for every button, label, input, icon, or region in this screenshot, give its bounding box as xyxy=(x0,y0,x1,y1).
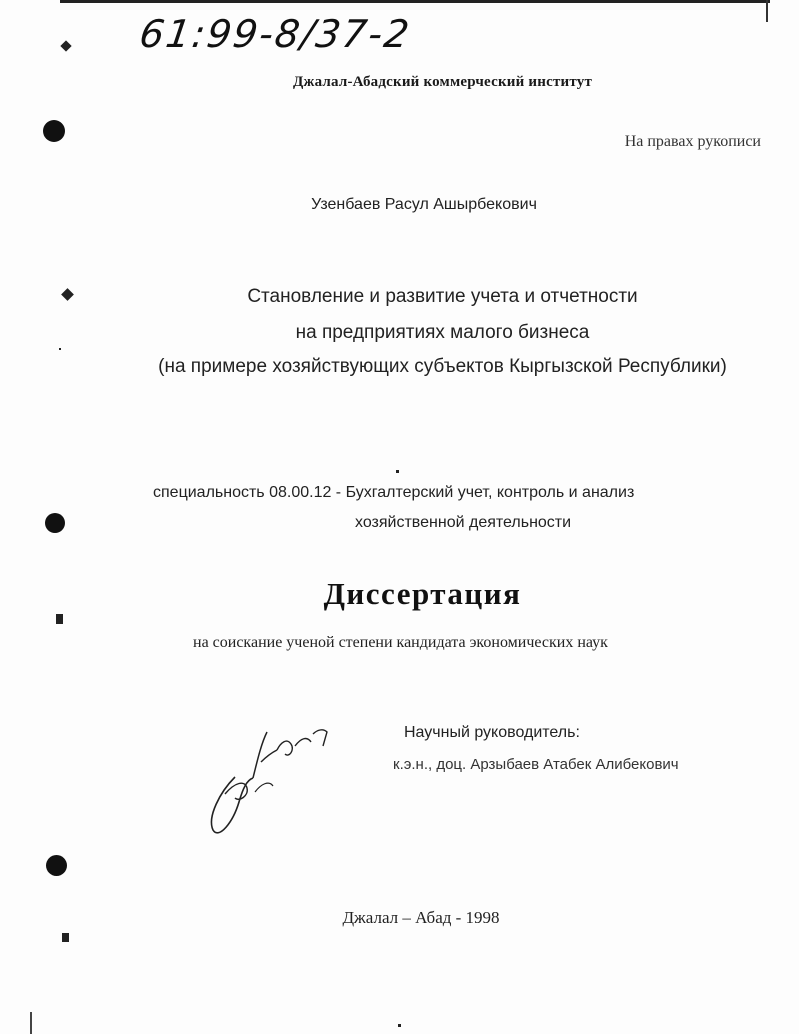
binder-hole-icon xyxy=(45,513,65,533)
supervisor-name: к.э.н., доц. Арзыбаев Атабек Алибекович xyxy=(393,756,679,773)
manuscript-rights-note: На правах рукописи xyxy=(624,133,761,150)
binder-hole-icon xyxy=(46,855,67,876)
scan-speck xyxy=(59,348,61,350)
scan-speck xyxy=(398,1024,401,1027)
scan-speck xyxy=(396,470,399,473)
binder-hole-icon xyxy=(43,120,65,142)
margin-mark-icon xyxy=(62,933,69,942)
specialty-line-1: специальность 08.00.12 - Бухгалтерский учет, контроль и анализ xyxy=(153,484,635,501)
margin-mark-icon xyxy=(60,40,71,51)
city-year-footer: Джалал – Абад - 1998 xyxy=(342,908,500,927)
left-scan-mark xyxy=(30,1012,32,1034)
institute-name: Джалал-Абадский коммерческий институт xyxy=(292,74,593,90)
degree-statement: на соискание ученой степени кандидата экономических наук xyxy=(193,634,608,651)
title-line-3: (на примере хозяйствующих субъектов Кыргызской Республики) xyxy=(158,356,727,377)
title-line-2: на предприятиях малого бизнеса xyxy=(295,322,590,343)
handwritten-archive-code: 61:99-8/37-2 xyxy=(136,12,414,56)
handwritten-signature-icon xyxy=(195,722,345,842)
top-scan-border xyxy=(60,0,770,3)
specialty-line-2: хозяйственной деятельности xyxy=(355,514,572,531)
margin-mark-icon xyxy=(56,614,63,624)
author-name: Узенбаев Расул Ашырбекович xyxy=(311,196,537,213)
title-line-1: Становление и развитие учета и отчетности xyxy=(247,286,638,307)
document-type-heading: Диссертация xyxy=(323,576,522,611)
supervisor-label: Научный руководитель: xyxy=(404,724,580,741)
right-scan-mark xyxy=(766,0,768,22)
